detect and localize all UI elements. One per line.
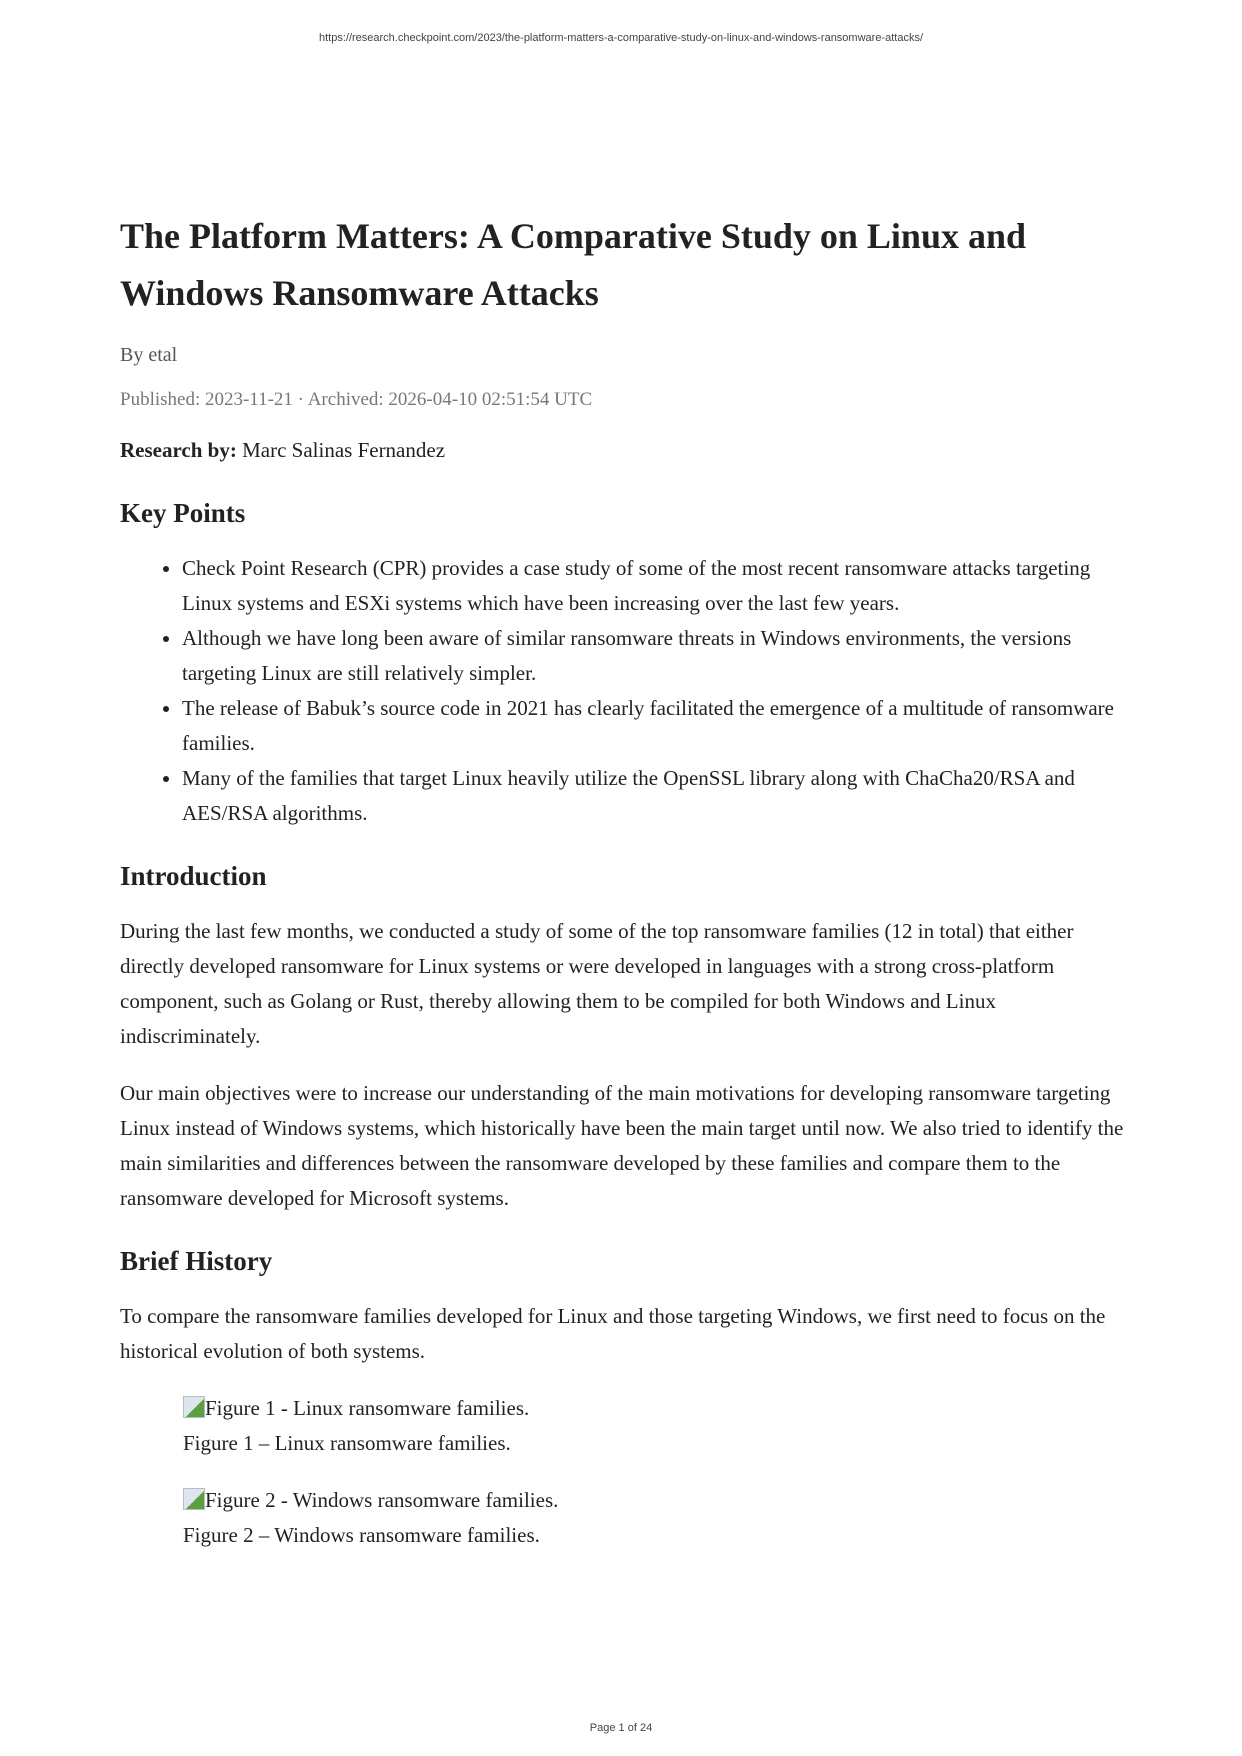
article-title: The Platform Matters: A Comparative Study on Linux and Windows Ransomware Attacks [120, 216, 1027, 313]
paragraph: To compare the ransomware families developed for Linux and those targeting Windows, we first need to focus on the historical evolution of both systems. [120, 1304, 1106, 1363]
list-item: • Many of the families that target Linux heavily utilize the OpenSSL library along with ChaCha20/RSA and AES/RSA algorithms. [182, 761, 1136, 831]
byline: By etal [120, 344, 178, 366]
list-item: • Check Point Research (CPR) provides a case study of some of the most recent ransomware attacks targeting Linux systems and ESXi systems which have been increasing over the last few years. [182, 551, 1136, 621]
broken-image-icon [183, 1488, 205, 1510]
figure-caption: Figure 2 – Windows ransomware families. [183, 1523, 540, 1547]
heading-introduction: Introduction [120, 861, 267, 891]
figure-alt: Figure 2 - Windows ransomware families. [205, 1488, 559, 1512]
paragraph: During the last few months, we conducted a study of some of the top ransomware families (12 in total) that either directly developed ransomware for Linux systems or were developed in languages with a strong cross-platform component, such as Golang or Rust, thereby allowing them to be compiled for both Windows and Linux indiscriminately. [120, 919, 1074, 1048]
list-item: • Although we have long been aware of similar ransomware threats in Windows environments, the versions targeting Linux are still relatively simpler. [182, 621, 1136, 691]
header-url: https://research.checkpoint.com/2023/the-platform-matters-a-comparative-study-on-linux-and-windows-ransomware-attacks/ [318, 32, 924, 44]
research-label: Research by: [120, 438, 237, 462]
heading-key-points: Key Points [120, 498, 246, 528]
page-number: Page 1 of 24 [589, 1722, 653, 1734]
list-item: • The release of Babuk’s source code in 2021 has clearly facilitated the emergence of a multitude of ransomware families. [182, 691, 1136, 761]
figure-2 [183, 1483, 1136, 1553]
paragraph: Our main objectives were to increase our understanding of the main motivations for developing ransomware targeting Linux instead of Windows systems, which historically have been the main target until now. We also tried to identify the main similarities and differences between the ransomware developed by these families and compare them to the ransomware developed for Microsoft systems. [120, 1081, 1124, 1210]
key-points-list [120, 551, 1136, 831]
figure-1 [183, 1391, 1136, 1461]
heading-brief-history: Brief History [120, 1246, 273, 1276]
article [120, 208, 1136, 1575]
figure-caption: Figure 1 – Linux ransomware families. [183, 1431, 511, 1455]
research-credit [120, 433, 1136, 468]
research-author: Marc Salinas Fernandez [236, 438, 446, 462]
broken-image-icon [183, 1396, 205, 1418]
publish-info: Published: 2023-11-21 · Archived: 2026-04-10 02:51:54 UTC [120, 389, 593, 410]
figure-alt: Figure 1 - Linux ransomware families. [205, 1396, 530, 1420]
